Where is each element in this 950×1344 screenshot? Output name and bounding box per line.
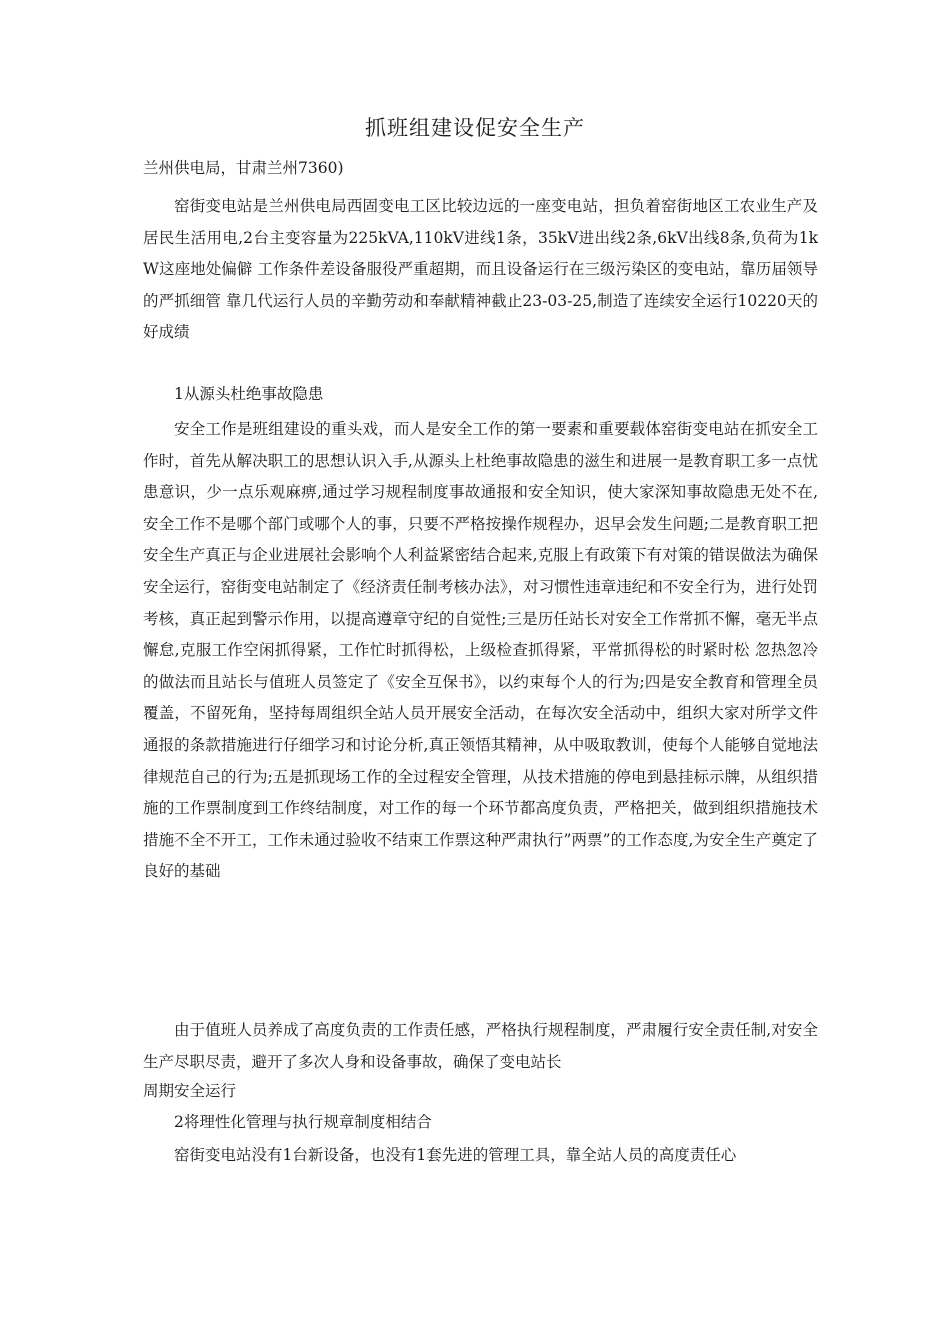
- intro-paragraph: 窑街变电站是兰州供电局西固变电工区比较边远的一座变电站，担负着窑街地区工农业生产及居民生活用电,2台主变容量为225kVA,110kV进线1条，35kV进出线2条,6kV出线8条,负荷为1kW这座地处偏僻 工作条件差设备服役严重超期，而且设备运行在三级污染区的变电站，靠历届领导的严抓细管 靠几代运行人员的辛勤劳动和奉献精神截止23-03-25,制造了连续安全运行10220天的好成绩: [143, 197, 818, 342]
- section-1-paragraph: 安全工作是班组建设的重头戏，而人是安全工作的第一要素和重要载体窑街变电站在抓安全工作时，首先从解决职工的思想认识入手,从源头上杜绝事故隐患的滋生和进展一是教育职工多一点忧患意识，少一点乐观麻痹,通过学习规程制度事故通报和安全知识，使大家深知事故隐患无处不在,安全工作不是哪个部门或哪个人的事，只要不严格按操作规程办，迟早会发生问题;二是教育职工把安全生产真正与企业进展社会影响个人利益紧密结合起来,克服上有政策下有对策的错误做法为确保安全运行，窑街变电站制定了《经济责任制考核办法》，对习惯性违章违纪和不安全行为，进行处罚考核，真正起到警示作用，以提高遵章守纪的自觉性;三是历任站长对安全工作常抓不懈，毫无半点懈怠,克服工作空闲抓得紧，工作忙时抓得松，上级检查抓得紧，平常抓得松的时紧时松 忽热忽冷的做法而且站长与值班人员签定了《安全互保书》，以约束每个人的行为;四是安全教育和管理全员覆盖，不留死角，坚持每周组织全站人员开展安全活动，在每次安全活动中，组织大家对所学文件 通报的条款措施进行仔细学习和讨论分析,真正领悟其精神，从中吸取教训，使每个人能够自觉地法律规范自己的行为;五是抓现场工作的全过程安全管理，从技术措施的停电到悬挂标示牌，从组织措施的工作票制度到工作终结制度，对工作的每一个环节都高度负责，严格把关，做到组织措施技术措施不全不开工，工作未通过验收不结束工作票这种严肃执行”两票”的工作态度,为安全生产奠定了良好的基础: [143, 420, 818, 881]
- section-heading-1: 1从源头杜绝事故隐患: [174, 385, 324, 403]
- section-heading-2: 2将理性化管理与执行规章制度相结合: [174, 1113, 432, 1131]
- author-affiliation: 兰州供电局，甘肃兰州7360): [143, 159, 344, 177]
- section-1-followup-paragraph: 由于值班人员养成了高度负责的工作责任感，严格执行规程制度，严肃履行安全责任制,对安全生产尽职尽责，避开了多次人身和设备事故，确保了变电站长: [143, 1021, 818, 1071]
- document-title: 抓班组建设促安全生产: [365, 116, 585, 140]
- section-1-followup-tail: 周期安全运行: [143, 1082, 237, 1100]
- section-2-paragraph: 窑街变电站没有1台新设备，也没有1套先进的管理工具，靠全站人员的高度责任心: [174, 1146, 737, 1164]
